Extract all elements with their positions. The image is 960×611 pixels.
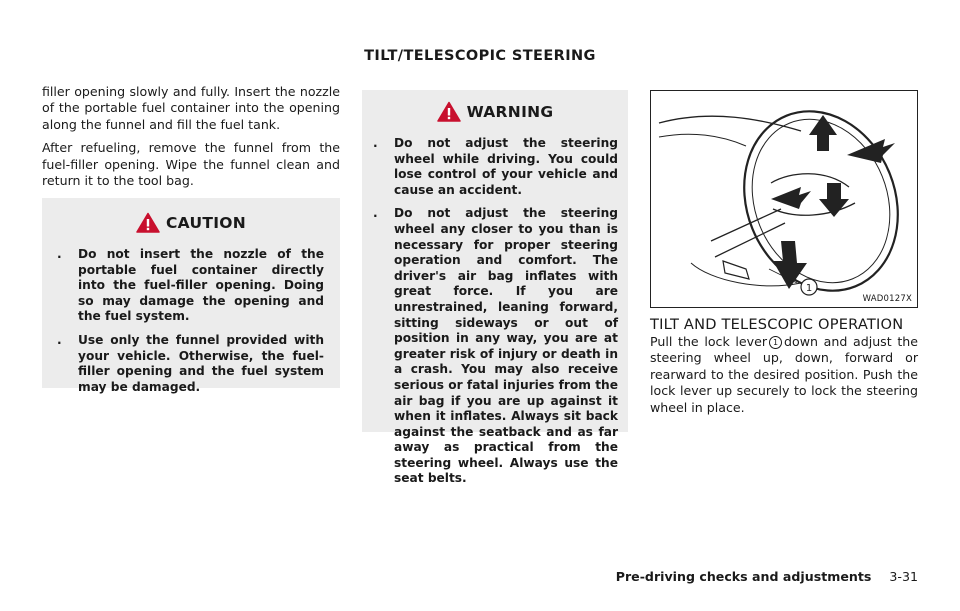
warning-triangle-icon <box>437 101 461 122</box>
left-body <box>42 84 340 196</box>
page-footer <box>616 569 918 584</box>
footer-section: Pre-driving checks and adjustments <box>615 569 872 584</box>
section-heading: TILT AND TELESCOPIC OPERATION <box>650 316 904 333</box>
callout-number: 1 <box>805 283 813 294</box>
body-text: Pull the lock lever <box>650 334 768 349</box>
caution-title: CAUTION <box>165 213 247 232</box>
warning-item: . Do not adjust the steering wheel any closer to you than is necessary for proper steering operation and comfort. The driver's air bag inflates with great force. If you are unrestrained, leaning forward, sitting sideways or out of position in any way, you are at greater risk of injury or death in a crash. You may also receive serious or fatal injuries from the air bag if you are up against it when it inflates. Always sit back against the seatback and as far away as practical from the steering wheel. Always use the seat belts. <box>373 206 618 486</box>
caution-header <box>42 212 340 233</box>
caution-box <box>42 198 340 394</box>
warning-box <box>362 90 628 486</box>
warning-item: . Do not adjust the steering wheel while driving. You could lose control of your vehicle and cause an accident. <box>373 136 618 197</box>
figure-caption: WAD0127X <box>862 294 912 304</box>
lock-lever-marker: 1 <box>769 336 782 349</box>
caution-item: . Do not insert the nozzle of the portable fuel container directly into the fuel-filler opening. Doing so may damage the opening and the fuel system. <box>57 247 324 324</box>
steering-illustration <box>650 90 918 308</box>
paragraph: filler opening slowly and fully. Insert the nozzle of the portable fuel container into the opening along the funnel and fill the fuel tank. <box>42 84 340 132</box>
page-title: TILT/TELESCOPIC STEERING <box>364 48 596 64</box>
paragraph: After refueling, remove the funnel from the fuel-filler opening. Wipe the funnel clean and return it to the tool bag. <box>42 140 340 189</box>
warning-header <box>362 101 628 122</box>
page-number: 3-31 <box>889 569 918 584</box>
caution-item: . Use only the funnel provided with your vehicle. Otherwise, the fuel-filler opening and the fuel system may be damaged. <box>57 332 324 394</box>
warning-triangle-icon <box>136 212 160 233</box>
steering-wheel-drawing <box>651 91 917 307</box>
right-body <box>650 334 918 416</box>
body-text: down and adjust the steering wheel up, down, forward or rearward to the desired position. Push the lock lever up securely to lock the steering wheel in place. <box>650 334 918 415</box>
warning-title: WARNING <box>466 102 554 121</box>
